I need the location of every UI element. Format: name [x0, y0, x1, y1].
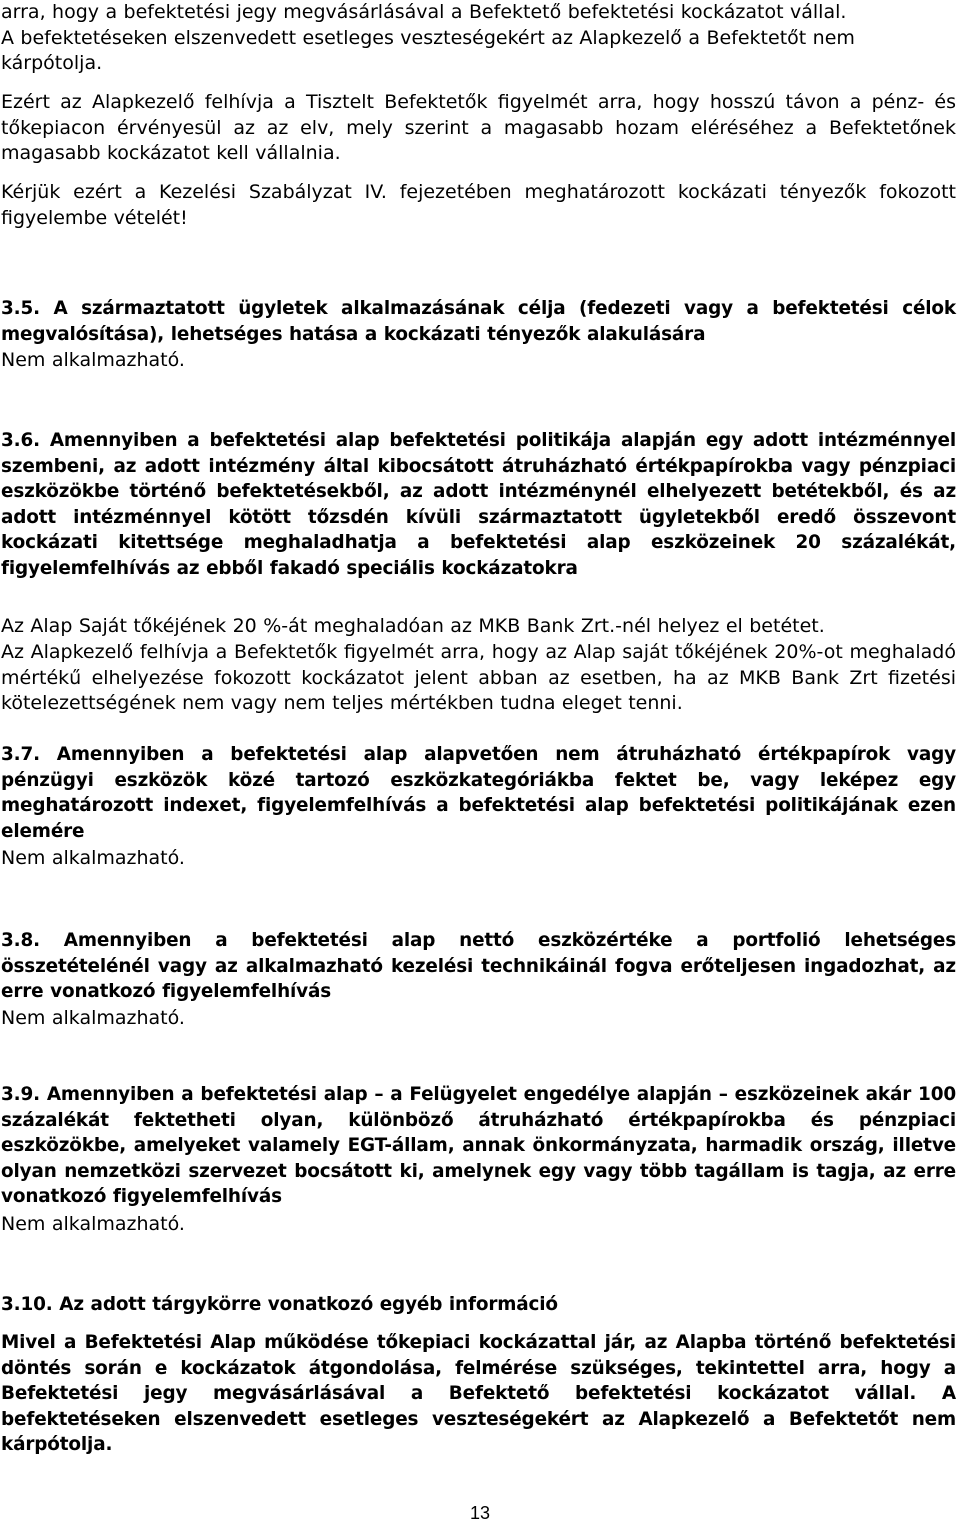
section-3-8-body: Nem alkalmazható.	[1, 1007, 185, 1029]
section-3-10-body: Mivel a Befektetési Alap működése tőkepiaci kockázattal jár, az Alapba történő befektetési döntés során e kockázatok átgondolása, felmérése szükséges, tekintettel arra, hogy a Befektetési jegy megvásárlásával a Befektető befektetési kockázatot vállal. A befektetéseken elszenvedett esetleges veszteségekért az Alapkezelő a Befektetőt nem kárpótolja.	[1, 1332, 956, 1456]
continuation-line-1: arra, hogy a befektetési jegy megvásárlásával a Befektető befektetési kockázatot vállal.	[1, 1, 847, 23]
section-3-8-heading: 3.8. Amennyiben a befektetési alap nettó eszközértéke a portfolió lehetséges összetételénél vagy az alkalmazható kezelési technikáinál fogva erőteljesen ingadozhat, az erre vonatkozó figyelemfelhívás	[1, 930, 956, 1003]
section-3-5-heading: 3.5. A származtatott ügyletek alkalmazásának célja (fedezeti vagy a befektetési célok megvalósítása), lehetséges hatása a kockázati tényezők alakulására	[1, 298, 956, 345]
section-3-10-heading: 3.10. Az adott tárgykörre vonatkozó egyéb információ	[1, 1294, 558, 1315]
page-number: 13	[469, 1503, 491, 1523]
continuation-line-3: kárpótolja.	[1, 52, 103, 75]
continuation-line-2: A befektetéseken elszenvedett esetleges veszteségekért az Alapkezelő a Befektetőt nem	[1, 26, 855, 49]
intro-paragraph-2: Kérjük ezért a Kezelési Szabályzat IV. fejezetében meghatározott kockázati tényezők fokozott figyelembe vételét!	[1, 181, 956, 229]
section-3-7-heading: 3.7. Amennyiben a befektetési alap alapvetően nem átruházható értékpapírok vagy pénzügyi eszközök közé tartozó eszközkategóriákba fektet be, vagy leképez egy meghatározott indexet, figyelemfelhívás a befektetési alap befektetési politikájának ezen elemére	[1, 744, 956, 842]
section-3-6-body-1: Az Alap Saját tőkéjének 20 %-át meghaladóan az MKB Bank Zrt.-nél helyez el betétet.	[1, 615, 825, 637]
continuation-paragraph	[1, 0, 956, 77]
intro-paragraph-1: Ezért az Alapkezelő felhívja a Tisztelt Befektetők figyelmét arra, hogy hosszú távon a pénz- és tőkepiacon érvényesül az az elv, mely szerint a magasabb hozam eléréséhez a Befektetőnek magasabb kockázatot kell vállalnia.	[1, 91, 956, 165]
section-3-7-body: Nem alkalmazható.	[1, 847, 185, 869]
section-3-9-heading: 3.9. Amennyiben a befektetési alap – a Felügyelet engedélye alapján – eszközeinek akár 100 százalékát fektetheti olyan, különböző átruházható értékpapírokba és pénzpiaci eszközökbe, amelyeket valamely EGT-állam, annak önkormányzata, harmadik ország, illetve olyan nemzetközi szervezet bocsátott ki, amelynek egy vagy több tagállam is tagja, az erre vonatkozó figyelemfelhívás	[1, 1084, 956, 1208]
section-3-6-body-2: Az Alapkezelő felhívja a Befektetők figyelmét arra, hogy az Alap saját tőkéjének 20%-ot meghaladó mértékű elhelyezése fokozott kockázatot jelent abban az esetben, ha az MKB Bank Zrt fizetési kötelezettségének nem vagy nem teljes mértékben tudna eleget tenni.	[1, 641, 956, 715]
section-3-5-body: Nem alkalmazható.	[1, 349, 185, 371]
section-3-6-heading: 3.6. Amennyiben a befektetési alap befektetési politikája alapján egy adott intézménnyel szembeni, az adott intézmény által kibocsátott átruházható értékpapírokba vagy pénzpiaci eszközökbe történő befektetésekből, az adott intézménynél elhelyezett betétekből, és az adott intézménnyel kötött tőzsdén kívüli származtatott ügyletekből eredő összevont kockázati kitettsége meghaladhatja a befektetési alap eszközeinek 20 százalékát, figyelemfelhívás az ebből fakadó speciális kockázatokra	[1, 430, 956, 579]
section-3-9-body: Nem alkalmazható.	[1, 1213, 185, 1235]
